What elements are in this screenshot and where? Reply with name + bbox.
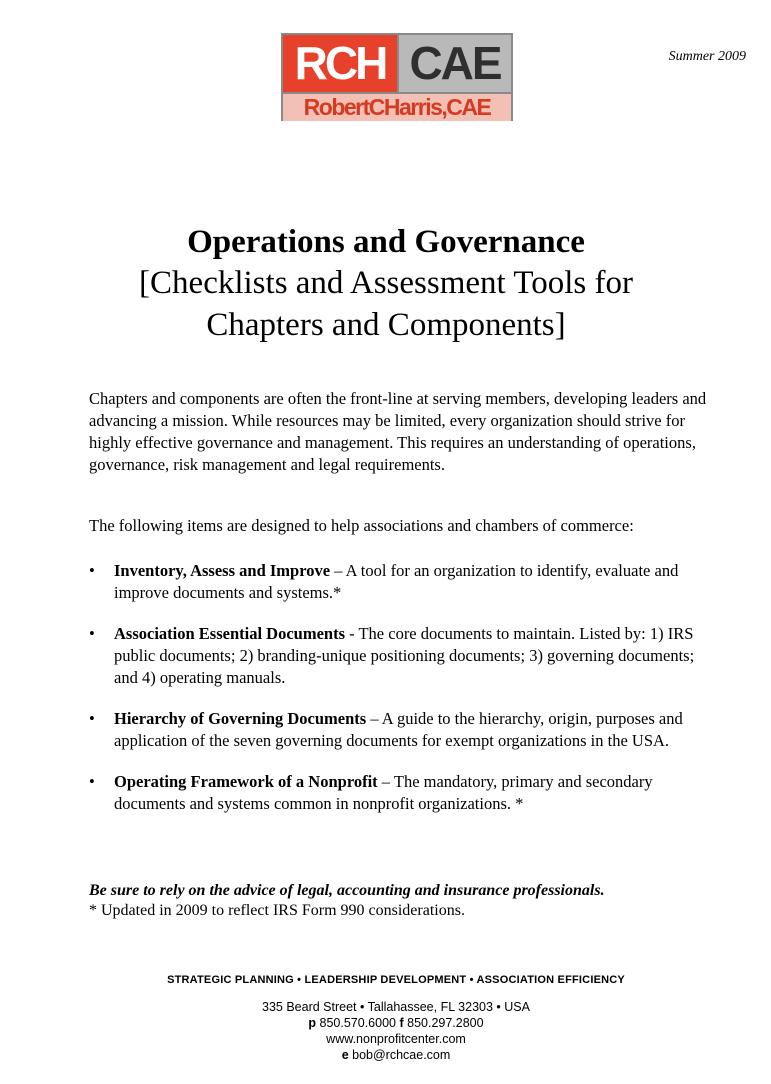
bullet-icon: •	[89, 709, 95, 728]
title-sub-line-2: Chapters and Components]	[206, 307, 566, 343]
company-logo	[281, 33, 513, 121]
footer-email	[200, 1047, 592, 1063]
disclaimer	[89, 881, 709, 921]
email-label: e	[341, 1048, 349, 1062]
fax-number: 850.297.2800	[407, 1016, 484, 1030]
issue-date: Summer 2009	[668, 49, 746, 64]
logo-cae-text: CAE	[399, 35, 511, 92]
bullet-icon: •	[89, 772, 95, 791]
email-link[interactable]: bob@rchcae.com	[352, 1048, 451, 1062]
item-description: – The mandatory, primary and secondary documents and systems common in nonprofit organizations. *	[114, 772, 653, 813]
list-item	[89, 623, 709, 689]
item-title: Hierarchy of Governing Documents	[114, 709, 367, 728]
phone-number: 850.570.6000	[319, 1016, 396, 1030]
item-title: Operating Framework of a Nonprofit	[114, 772, 378, 791]
title-sub-line-1: [Checklists and Assessment Tools for	[139, 265, 633, 301]
bullet-icon: •	[89, 624, 95, 643]
footer-phone-fax	[200, 1015, 592, 1031]
tools-list	[89, 560, 709, 834]
list-item	[89, 708, 709, 752]
disclaimer-emphasis: Be sure to rely on the advice of legal, accounting and insurance professionals.	[89, 882, 605, 899]
intro-paragraph: Chapters and components are often the front-line at serving members, developing leaders and advancing a mission. While resources may be limited, every organization should strive for highly effective governance and management. This requires an understanding of operations, governance, risk management and legal requirements.	[89, 389, 707, 474]
logo-rch-text: RCH	[283, 35, 399, 92]
document-title	[60, 222, 712, 346]
item-description: – A guide to the hierarchy, origin, purposes and application of the seven governing documents for exempt organizations in the USA.	[114, 709, 683, 750]
bullet-icon: •	[89, 561, 95, 580]
item-description: - The core documents to maintain. Listed by: 1) IRS public documents; 2) branding-unique positioning documents; 3) governing documents; and 4) operating manuals.	[114, 624, 695, 687]
lead-in-paragraph: The following items are designed to help associations and chambers of commerce:	[89, 516, 634, 535]
item-title: Inventory, Assess and Improve	[114, 561, 331, 580]
footer-contact	[200, 999, 592, 1063]
fax-label: f	[399, 1016, 404, 1030]
logo-name-text: RobertCHarris,CAE	[283, 94, 511, 121]
item-title: Association Essential Documents	[114, 624, 346, 643]
footer-tagline: STRATEGIC PLANNING • LEADERSHIP DEVELOPMENT • ASSOCIATION EFFICIENCY	[167, 974, 625, 986]
footer-address: 335 Beard Street • Tallahassee, FL 32303 • USA	[262, 1000, 530, 1014]
footer-website-link[interactable]: www.nonprofitcenter.com	[326, 1032, 466, 1046]
list-item	[89, 560, 709, 604]
phone-label: p	[308, 1016, 317, 1030]
item-description: – A tool for an organization to identify, evaluate and improve documents and systems.*	[114, 561, 679, 602]
title-main: Operations and Governance	[187, 224, 585, 260]
update-note: * Updated in 2009 to reflect IRS Form 990 considerations.	[89, 902, 465, 919]
list-item	[89, 771, 709, 815]
